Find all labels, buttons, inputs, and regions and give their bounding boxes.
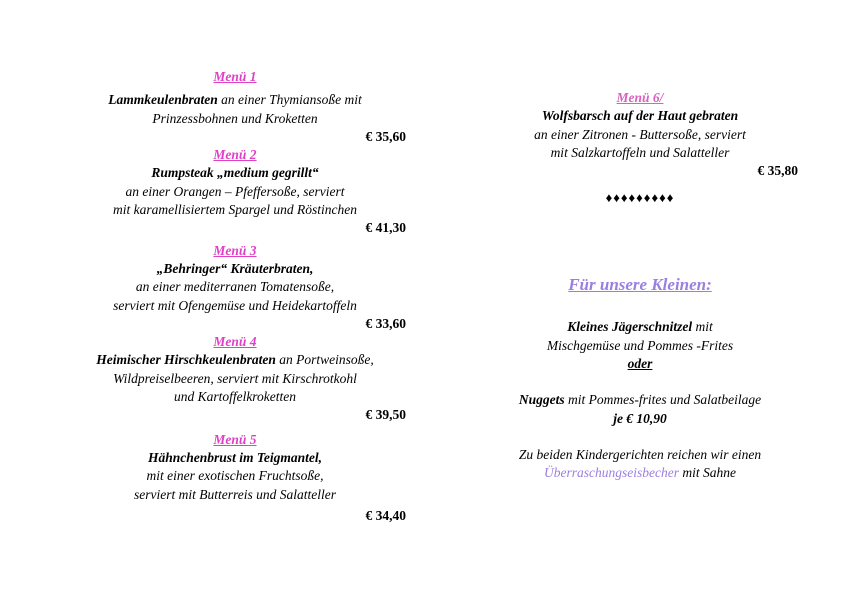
kids-section-title: Für unsere Kleinen:	[568, 275, 712, 295]
menu-6-title: Menü 6/	[616, 90, 664, 105]
kids-item-2-name: Nuggets	[518, 392, 565, 408]
kids-section	[480, 274, 800, 482]
menu-4-dish: Heimischer Hirschkeulenbraten	[96, 352, 276, 368]
menu-1-price: € 35,60	[365, 128, 406, 144]
menu-5-desc-1: mit einer exotischen Fruchtsoße,	[146, 468, 324, 484]
menu-1-desc-2: Prinzessbohnen und Kroketten	[152, 110, 318, 126]
kids-price: je € 10,90	[613, 410, 667, 426]
menu-3-desc-2: serviert mit Ofengemüse und Heidekartoffeln	[113, 297, 357, 313]
kids-or-label: oder	[627, 356, 653, 372]
menu-3-price: € 33,60	[365, 315, 406, 331]
menu-1-desc-1: an einer Thymiansoße mit	[217, 92, 362, 108]
menu-5	[60, 431, 410, 525]
menu-1-title: Menü 1	[213, 69, 257, 84]
menu-2-desc-1: an einer Orangen – Pfeffersoße, serviert	[125, 183, 345, 199]
menu-3	[60, 242, 410, 333]
menu-1	[60, 68, 410, 146]
menu-4-desc-3: und Kartoffelkroketten	[173, 389, 297, 405]
menu-1-dish: Lammkeulenbraten	[108, 92, 218, 108]
menu-3-desc-1: an einer mediterranen Tomatensoße,	[135, 279, 335, 295]
menu-4-title: Menü 4	[213, 334, 257, 350]
kids-note-highlight: Überraschungseisbecher	[544, 465, 679, 481]
kids-item-1-name: Kleines Jägerschnitzel	[567, 319, 693, 335]
menu-6	[480, 89, 800, 180]
menu-5-price: € 34,40	[365, 507, 406, 523]
menu-5-title: Menü 5	[213, 431, 257, 447]
left-menu-column	[60, 68, 410, 525]
kids-note-1: Zu beiden Kindergerichten reichen wir einen	[518, 446, 762, 462]
menu-2	[60, 146, 410, 237]
menu-6-dish: Wolfsbarsch auf der Haut gebraten	[541, 108, 739, 124]
menu-5-desc-2: serviert mit Butterreis und Salatteller	[134, 486, 336, 502]
menu-6-price: € 35,80	[757, 163, 798, 179]
menu-3-title: Menü 3	[213, 242, 257, 258]
kids-item-1-rest: mit	[692, 319, 713, 335]
menu-4-price: € 39,50	[365, 407, 406, 423]
kids-item-2-rest: mit Pommes-frites und Salatbeilage	[564, 392, 762, 408]
menu-4	[60, 333, 410, 424]
right-menu-column	[480, 89, 800, 483]
menu-2-dish: Rumpsteak „medium gegrillt“	[151, 165, 319, 181]
menu-5-dish: Hähnchenbrust im Teigmantel,	[148, 449, 322, 465]
menu-6-desc-2: mit Salzkartoffeln und Salatteller	[550, 144, 730, 160]
diamond-divider: ♦♦♦♦♦♦♦♦♦	[605, 190, 675, 206]
menu-3-dish: „Behringer“ Kräuterbraten,	[156, 260, 314, 276]
kids-item-1-line-2: Mischgemüse und Pommes -Frites	[546, 337, 734, 353]
menu-2-desc-2: mit karamellisiertem Spargel und Röstinchen	[113, 202, 357, 218]
menu-4-desc-2: Wildpreiselbeeren, serviert mit Kirschrotkohl	[113, 370, 357, 386]
kids-note-rest: mit Sahne	[678, 465, 736, 481]
menu-2-title: Menü 2	[213, 147, 257, 163]
menu-6-desc-1: an einer Zitronen - Buttersoße, serviert	[534, 126, 746, 142]
menu-2-price: € 41,30	[365, 220, 406, 236]
menu-4-desc-1: an Portweinsoße,	[275, 352, 374, 368]
